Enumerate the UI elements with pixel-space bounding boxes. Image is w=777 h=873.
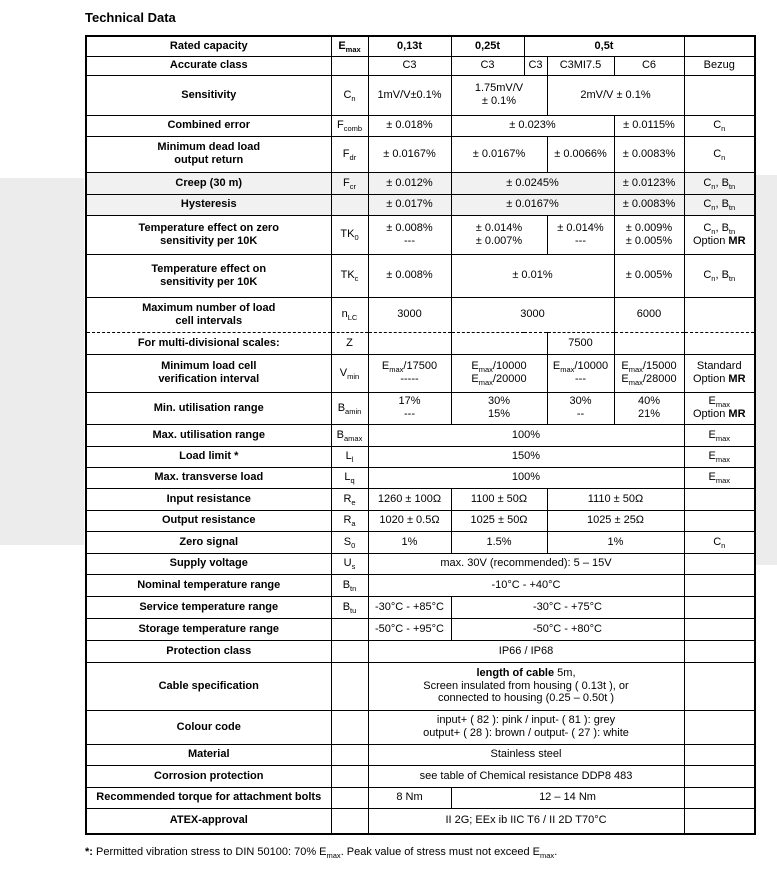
- load-limit-symbol: $L_l$: [331, 446, 368, 467]
- min-utilisation-range-value: 17% ---: [368, 392, 451, 424]
- input-resistance-symbol: $R_e$: [331, 488, 368, 510]
- service-temperature-range-value: -30°C - +85°C: [368, 596, 451, 618]
- nominal-temperature-range-value: -10°C - +40°C: [368, 574, 684, 596]
- zero-signal-value: 1%: [547, 531, 684, 553]
- cable-specification-note: [684, 662, 755, 710]
- hysteresis-value: ± 0.0167%: [451, 194, 614, 215]
- protection-class-value: IP66 / IP68: [368, 640, 684, 662]
- tech-table-body: [86, 36, 755, 834]
- row-recommended-torque: [86, 787, 755, 808]
- load-limit-note: $E_{max}$: [684, 446, 755, 467]
- recommended-torque-label: Recommended torque for attachment bolts: [86, 787, 331, 808]
- combined-error-symbol: $F_{comb}$: [331, 115, 368, 136]
- material-value: Stainless steel: [368, 744, 684, 765]
- creep-label: Creep (30 m): [86, 172, 331, 194]
- row-sensitivity: [86, 75, 755, 115]
- row-service-temperature-range: [86, 596, 755, 618]
- accurate-class-value: C6: [614, 56, 684, 75]
- corrosion-protection-value: see table of Chemical resistance DDP8 483: [368, 765, 684, 787]
- protection-class-symbol: [331, 640, 368, 662]
- sensitivity-symbol: $C_n$: [331, 75, 368, 115]
- combined-error-label: Combined error: [86, 115, 331, 136]
- row-load-cell-intervals: [86, 297, 755, 332]
- nominal-temperature-range-symbol: $B_{tn}$: [331, 574, 368, 596]
- combined-error-value: ± 0.0115%: [614, 115, 684, 136]
- accurate-class-symbol: [331, 56, 368, 75]
- supply-voltage-label: Supply voltage: [86, 553, 331, 574]
- temp-effect-zero-value: ± 0.008% ---: [368, 215, 451, 254]
- corrosion-protection-label: Corrosion protection: [86, 765, 331, 787]
- accurate-class-value: C3MI7.5: [547, 56, 614, 75]
- row-load-limit: [86, 446, 755, 467]
- max-utilisation-range-label: Max. utilisation range: [86, 424, 331, 446]
- min-utilisation-range-value: 30% --: [547, 392, 614, 424]
- row-cable-specification: [86, 662, 755, 710]
- row-accurate-class: [86, 56, 755, 75]
- zero-signal-symbol: $S_0$: [331, 531, 368, 553]
- protection-class-note: [684, 640, 755, 662]
- accurate-class-note: Bezug: [684, 56, 755, 75]
- multi-divisional-scales-symbol: Z: [331, 332, 368, 354]
- service-temperature-range-label: Service temperature range: [86, 596, 331, 618]
- recommended-torque-value: 12 – 14 Nm: [451, 787, 684, 808]
- row-nominal-temperature-range: [86, 574, 755, 596]
- max-transverse-load-symbol: $L_q$: [331, 467, 368, 488]
- cable-specification-label: Cable specification: [86, 662, 331, 710]
- dead-load-return-value: ± 0.0167%: [451, 136, 547, 172]
- corrosion-protection-symbol: [331, 765, 368, 787]
- load-cell-intervals-symbol: $n_{LC}$: [331, 297, 368, 332]
- creep-value: ± 0.012%: [368, 172, 451, 194]
- row-combined-error: [86, 115, 755, 136]
- technical-data-table: [85, 35, 756, 835]
- cable-specification-symbol: [331, 662, 368, 710]
- dead-load-return-note: $C_n$: [684, 136, 755, 172]
- max-transverse-load-value: 100%: [368, 467, 684, 488]
- hysteresis-value: ± 0.017%: [368, 194, 451, 215]
- verification-interval-note: Standard Option MR: [684, 354, 755, 392]
- load-cell-intervals-value: 6000: [614, 297, 684, 332]
- creep-note: $C_n$, $B_{tn}$: [684, 172, 755, 194]
- supply-voltage-note: [684, 553, 755, 574]
- creep-value: ± 0.0245%: [451, 172, 614, 194]
- storage-temperature-range-value: -50°C - +95°C: [368, 618, 451, 640]
- verification-interval-value: $E_{max}/17500$ -----: [368, 354, 451, 392]
- recommended-torque-note: [684, 787, 755, 808]
- row-zero-signal: [86, 531, 755, 553]
- input-resistance-value: 1100 ± 50Ω: [451, 488, 547, 510]
- accurate-class-value: C3: [368, 56, 451, 75]
- verification-interval-label: Minimum load cell verification interval: [86, 354, 331, 392]
- hysteresis-label: Hysteresis: [86, 194, 331, 215]
- storage-temperature-range-note: [684, 618, 755, 640]
- atex-approval-value: II 2G; EEx ib IIC T6 / II 2D T70°C: [368, 808, 684, 834]
- atex-approval-label: ATEX-approval: [86, 808, 331, 834]
- multi-divisional-scales-value: [451, 332, 547, 354]
- output-resistance-value: 1020 ± 0.5Ω: [368, 510, 451, 531]
- supply-voltage-value: max. 30V (recommended): 5 – 15V: [368, 553, 684, 574]
- verification-interval-value: $E_{max}/10000$ ---: [547, 354, 614, 392]
- multi-divisional-scales-note: [684, 332, 755, 354]
- storage-temperature-range-value: -50°C - +80°C: [451, 618, 684, 640]
- row-creep: [86, 172, 755, 194]
- temp-effect-zero-value: ± 0.014% ---: [547, 215, 614, 254]
- sensitivity-value: 1.75mV/V ± 0.1%: [451, 75, 547, 115]
- accurate-class-value: C3: [524, 56, 547, 75]
- temp-effect-sensitivity-label: Temperature effect on sensitivity per 10K: [86, 254, 331, 297]
- load-limit-value: 150%: [368, 446, 684, 467]
- combined-error-value: ± 0.023%: [451, 115, 614, 136]
- recommended-torque-value: 8 Nm: [368, 787, 451, 808]
- rated-capacity-label: Rated capacity: [86, 36, 331, 56]
- rated-capacity-symbol: $E_{max}$: [331, 36, 368, 56]
- dead-load-return-value: ± 0.0167%: [368, 136, 451, 172]
- atex-approval-note: [684, 808, 755, 834]
- dead-load-return-value: ± 0.0066%: [547, 136, 614, 172]
- verification-interval-value: $E_{max}/15000$ $E_{max}/28000$: [614, 354, 684, 392]
- min-utilisation-range-symbol: $B_{amin}$: [331, 392, 368, 424]
- multi-divisional-scales-value: [614, 332, 684, 354]
- nominal-temperature-range-label: Nominal temperature range: [86, 574, 331, 596]
- service-temperature-range-value: -30°C - +75°C: [451, 596, 684, 618]
- output-resistance-value: 1025 ± 25Ω: [547, 510, 684, 531]
- temp-effect-zero-value: ± 0.009% ± 0.005%: [614, 215, 684, 254]
- row-supply-voltage: [86, 553, 755, 574]
- footnote-marker: *:: [85, 846, 93, 858]
- dead-load-return-label: Minimum dead load output return: [86, 136, 331, 172]
- colour-code-label: Colour code: [86, 710, 331, 744]
- output-resistance-symbol: $R_a$: [331, 510, 368, 531]
- multi-divisional-scales-label: For multi-divisional scales:: [86, 332, 331, 354]
- row-multi-divisional-scales: [86, 332, 755, 354]
- accurate-class-value: C3: [451, 56, 524, 75]
- max-utilisation-range-symbol: $B_{amax}$: [331, 424, 368, 446]
- output-resistance-value: 1025 ± 50Ω: [451, 510, 547, 531]
- max-transverse-load-note: $E_{max}$: [684, 467, 755, 488]
- service-temperature-range-note: [684, 596, 755, 618]
- row-max-transverse-load: [86, 467, 755, 488]
- row-input-resistance: [86, 488, 755, 510]
- row-protection-class: [86, 640, 755, 662]
- supply-voltage-symbol: $U_s$: [331, 553, 368, 574]
- multi-divisional-scales-value: 7500: [547, 332, 614, 354]
- load-cell-intervals-label: Maximum number of load cell intervals: [86, 297, 331, 332]
- rated-capacity-value: 0,13t: [368, 36, 451, 56]
- cable-specification-value: length of cable 5m, Screen insulated from housing ( 0.13t ), or connected to housing (0.25 – 0.50t ): [368, 662, 684, 710]
- input-resistance-note: [684, 488, 755, 510]
- sensitivity-note: [684, 75, 755, 115]
- temp-effect-zero-note: $C_n$, $B_{tn}$ Option MR: [684, 215, 755, 254]
- storage-temperature-range-symbol: [331, 618, 368, 640]
- temp-effect-sensitivity-value: ± 0.008%: [368, 254, 451, 297]
- max-transverse-load-label: Max. transverse load: [86, 467, 331, 488]
- material-label: Material: [86, 744, 331, 765]
- row-max-utilisation-range: [86, 424, 755, 446]
- rated-capacity-note: [684, 36, 755, 56]
- sensitivity-label: Sensitivity: [86, 75, 331, 115]
- hysteresis-value: ± 0.0083%: [614, 194, 684, 215]
- temp-effect-zero-value: ± 0.014% ± 0.007%: [451, 215, 547, 254]
- temp-effect-sensitivity-symbol: $TK_c$: [331, 254, 368, 297]
- temp-effect-sensitivity-value: ± 0.01%: [451, 254, 614, 297]
- corrosion-protection-note: [684, 765, 755, 787]
- min-utilisation-range-value: 30% 15%: [451, 392, 547, 424]
- colour-code-note: [684, 710, 755, 744]
- footnote-text: Permitted vibration stress to DIN 50100: 70% $E_{max}$. Peak value of stress must not exceed $E_{max}$.: [96, 846, 558, 861]
- max-utilisation-range-value: 100%: [368, 424, 684, 446]
- storage-temperature-range-label: Storage temperature range: [86, 618, 331, 640]
- min-utilisation-range-label: Min. utilisation range: [86, 392, 331, 424]
- row-dead-load-return: [86, 136, 755, 172]
- verification-interval-value: $E_{max}/10000$ $E_{max}/20000$: [451, 354, 547, 392]
- row-rated-capacity: [86, 36, 755, 56]
- input-resistance-value: 1110 ± 50Ω: [547, 488, 684, 510]
- sensitivity-value: 1mV/V±0.1%: [368, 75, 451, 115]
- protection-class-label: Protection class: [86, 640, 331, 662]
- load-cell-intervals-value: 3000: [451, 297, 614, 332]
- hysteresis-note: $C_n$, $B_{tn}$: [684, 194, 755, 215]
- combined-error-note: $C_n$: [684, 115, 755, 136]
- scan-band-right: [755, 175, 777, 565]
- temp-effect-sensitivity-note: $C_n$, $B_{tn}$: [684, 254, 755, 297]
- row-colour-code: [86, 710, 755, 744]
- input-resistance-value: 1260 ± 100Ω: [368, 488, 451, 510]
- scan-band-left: [0, 178, 84, 545]
- row-hysteresis: [86, 194, 755, 215]
- row-atex-approval: [86, 808, 755, 834]
- footnote: [85, 846, 558, 861]
- hysteresis-symbol: [331, 194, 368, 215]
- load-limit-label: Load limit *: [86, 446, 331, 467]
- verification-interval-symbol: $V_{min}$: [331, 354, 368, 392]
- output-resistance-note: [684, 510, 755, 531]
- zero-signal-note: $C_n$: [684, 531, 755, 553]
- nominal-temperature-range-note: [684, 574, 755, 596]
- colour-code-value: input+ ( 82 ): pink / input- ( 81 ): grey output+ ( 28 ): brown / output- ( 27 ): white: [368, 710, 684, 744]
- service-temperature-range-symbol: $B_{tu}$: [331, 596, 368, 618]
- row-min-utilisation-range: [86, 392, 755, 424]
- dead-load-return-value: ± 0.0083%: [614, 136, 684, 172]
- multi-divisional-scales-value: [368, 332, 451, 354]
- zero-signal-value: 1%: [368, 531, 451, 553]
- load-cell-intervals-value: 3000: [368, 297, 451, 332]
- page-title: Technical Data: [85, 10, 176, 25]
- row-output-resistance: [86, 510, 755, 531]
- temp-effect-sensitivity-value: ± 0.005%: [614, 254, 684, 297]
- temp-effect-zero-label: Temperature effect on zero sensitivity per 10K: [86, 215, 331, 254]
- dead-load-return-symbol: $F_{dr}$: [331, 136, 368, 172]
- row-verification-interval: [86, 354, 755, 392]
- zero-signal-label: Zero signal: [86, 531, 331, 553]
- input-resistance-label: Input resistance: [86, 488, 331, 510]
- min-utilisation-range-value: 40% 21%: [614, 392, 684, 424]
- row-storage-temperature-range: [86, 618, 755, 640]
- temp-effect-zero-symbol: $TK_0$: [331, 215, 368, 254]
- rated-capacity-value: 0,25t: [451, 36, 524, 56]
- rated-capacity-value: 0,5t: [524, 36, 684, 56]
- row-corrosion-protection: [86, 765, 755, 787]
- material-symbol: [331, 744, 368, 765]
- row-material: [86, 744, 755, 765]
- atex-approval-symbol: [331, 808, 368, 834]
- max-utilisation-range-note: $E_{max}$: [684, 424, 755, 446]
- row-temp-effect-sensitivity: [86, 254, 755, 297]
- material-note: [684, 744, 755, 765]
- row-temp-effect-zero: [86, 215, 755, 254]
- combined-error-value: ± 0.018%: [368, 115, 451, 136]
- colour-code-symbol: [331, 710, 368, 744]
- recommended-torque-symbol: [331, 787, 368, 808]
- accurate-class-label: Accurate class: [86, 56, 331, 75]
- zero-signal-value: 1.5%: [451, 531, 547, 553]
- load-cell-intervals-note: [684, 297, 755, 332]
- min-utilisation-range-note: $E_{max}$ Option MR: [684, 392, 755, 424]
- creep-value: ± 0.0123%: [614, 172, 684, 194]
- sensitivity-value: 2mV/V ± 0.1%: [547, 75, 684, 115]
- output-resistance-label: Output resistance: [86, 510, 331, 531]
- creep-symbol: $F_{cr}$: [331, 172, 368, 194]
